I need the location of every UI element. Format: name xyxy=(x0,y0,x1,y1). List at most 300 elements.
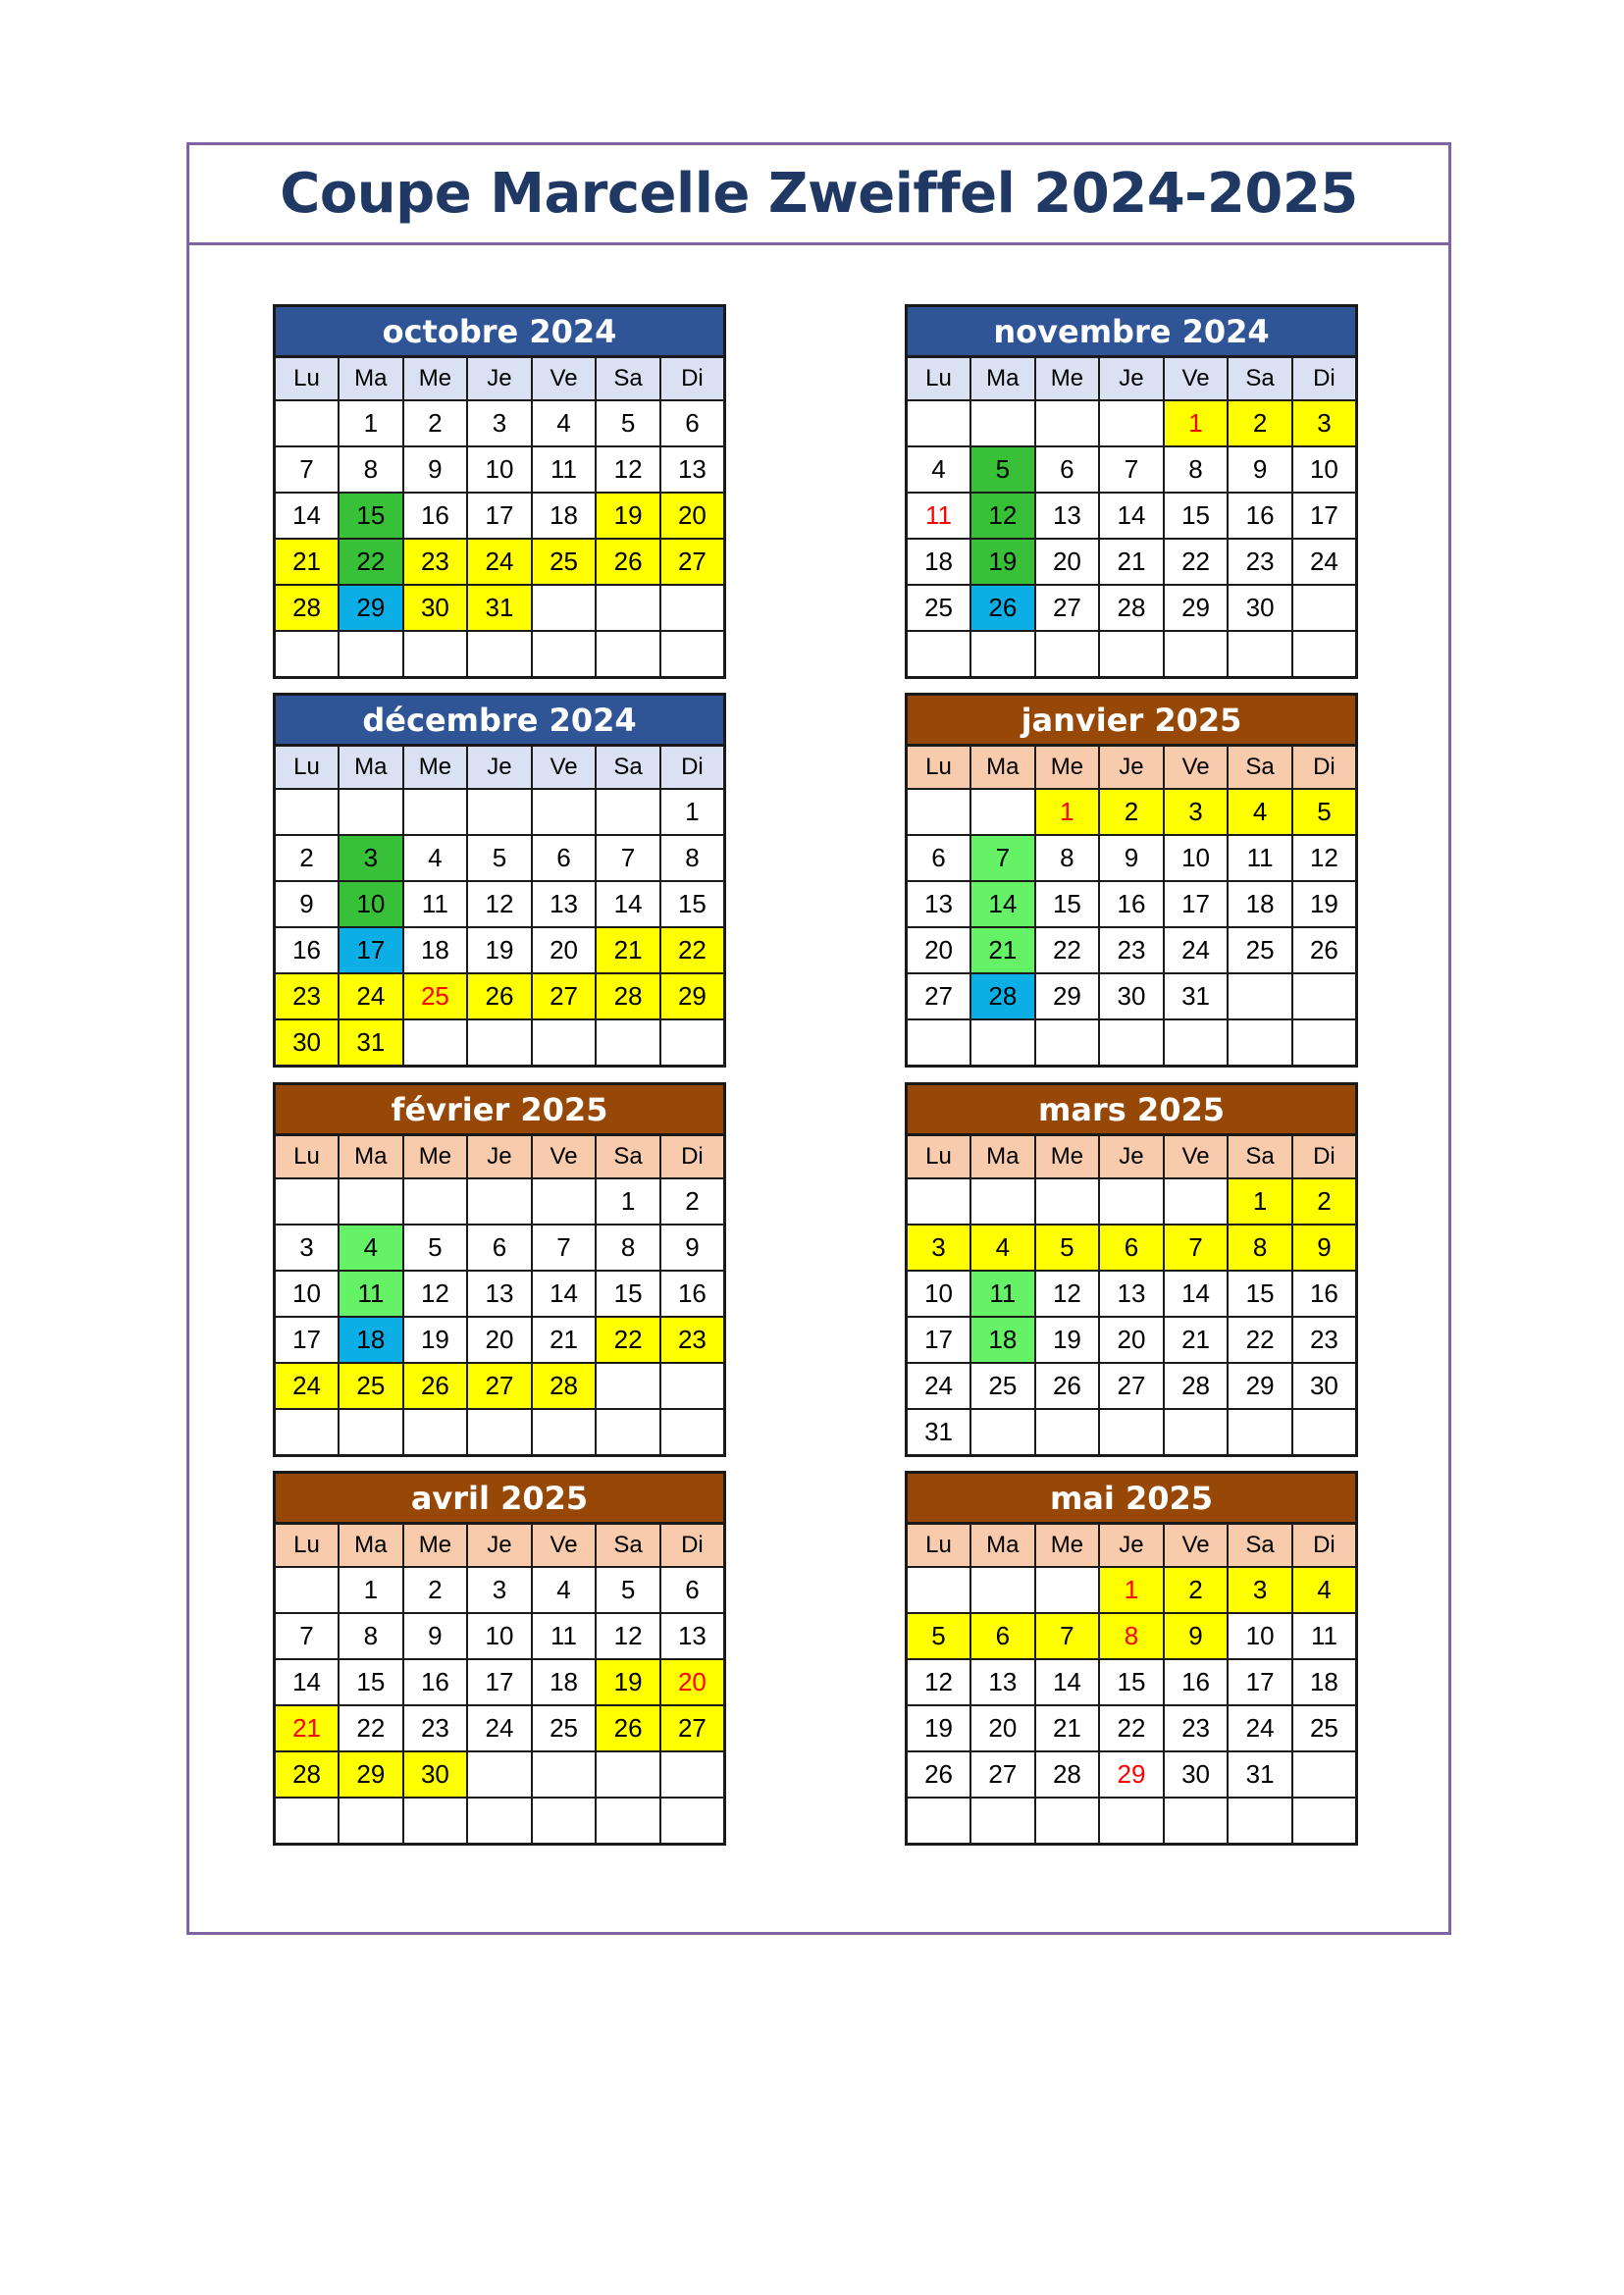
day-cell: 24 xyxy=(1292,539,1357,585)
day-cell: 26 xyxy=(467,973,532,1019)
weekday-label: Ma xyxy=(970,1524,1035,1568)
day-cell: 25 xyxy=(1292,1705,1357,1751)
month-table xyxy=(905,744,1358,1068)
weekday-label: Lu xyxy=(907,357,971,401)
day-cell: 8 xyxy=(596,1225,660,1271)
day-cell: 20 xyxy=(970,1705,1035,1751)
month-table xyxy=(273,1133,726,1457)
day-cell: 22 xyxy=(1164,539,1229,585)
week-row xyxy=(275,1659,725,1705)
day-cell: 24 xyxy=(1164,927,1229,973)
day-cell: 19 xyxy=(596,493,660,539)
empty-cell xyxy=(1292,585,1357,631)
empty-cell xyxy=(660,1798,725,1845)
empty-cell xyxy=(1164,1019,1229,1067)
empty-cell xyxy=(907,1178,971,1225)
day-cell: 3 xyxy=(907,1225,971,1271)
day-cell: 26 xyxy=(403,1363,468,1409)
day-cell: 19 xyxy=(970,539,1035,585)
day-cell: 28 xyxy=(1035,1751,1100,1798)
weekday-label: Je xyxy=(467,746,532,790)
day-cell: 1 xyxy=(1228,1178,1292,1225)
day-cell: 28 xyxy=(970,973,1035,1019)
day-cell: 15 xyxy=(339,493,403,539)
day-cell: 25 xyxy=(532,1705,597,1751)
day-cell: 11 xyxy=(970,1271,1035,1317)
empty-cell xyxy=(660,1751,725,1798)
day-cell: 9 xyxy=(1164,1613,1229,1659)
empty-cell xyxy=(532,1798,597,1845)
weekday-label: Sa xyxy=(596,1135,660,1179)
weekday-label: Ve xyxy=(1164,1524,1229,1568)
day-cell: 31 xyxy=(907,1409,971,1456)
empty-cell xyxy=(1164,1798,1229,1845)
week-row xyxy=(907,446,1357,493)
weekday-label: Je xyxy=(467,1524,532,1568)
day-cell: 28 xyxy=(532,1363,597,1409)
empty-cell xyxy=(907,1567,971,1613)
day-cell: 21 xyxy=(1099,539,1164,585)
empty-cell xyxy=(532,1409,597,1456)
week-row xyxy=(907,973,1357,1019)
day-cell: 22 xyxy=(1099,1705,1164,1751)
month-table xyxy=(273,355,726,679)
day-cell: 4 xyxy=(1228,789,1292,835)
empty-cell xyxy=(970,1019,1035,1067)
day-cell: 16 xyxy=(1164,1659,1229,1705)
day-cell: 14 xyxy=(275,493,340,539)
day-cell: 23 xyxy=(1164,1705,1229,1751)
day-cell: 2 xyxy=(275,835,340,881)
weekday-label: Me xyxy=(403,1524,468,1568)
day-cell: 10 xyxy=(1228,1613,1292,1659)
week-row xyxy=(907,400,1357,446)
empty-cell xyxy=(403,789,468,835)
day-cell: 12 xyxy=(467,881,532,927)
empty-cell xyxy=(970,789,1035,835)
day-cell: 1 xyxy=(339,1567,403,1613)
day-cell: 23 xyxy=(275,973,340,1019)
week-row xyxy=(275,539,725,585)
month-calendar xyxy=(273,693,726,1068)
week-row xyxy=(907,1409,1357,1456)
weekday-label: Me xyxy=(1035,357,1100,401)
day-cell: 29 xyxy=(660,973,725,1019)
day-cell: 1 xyxy=(1164,400,1229,446)
empty-cell xyxy=(1099,1409,1164,1456)
title-bar xyxy=(189,145,1448,245)
empty-cell xyxy=(1228,1798,1292,1845)
week-row xyxy=(275,1409,725,1456)
month-calendar xyxy=(273,304,726,679)
day-cell: 12 xyxy=(596,1613,660,1659)
day-cell: 31 xyxy=(467,585,532,631)
weekday-label: Je xyxy=(1099,1135,1164,1179)
day-cell: 5 xyxy=(970,446,1035,493)
day-cell: 5 xyxy=(1035,1225,1100,1271)
weekday-label: Sa xyxy=(1228,746,1292,790)
weekday-label: Ve xyxy=(532,746,597,790)
week-row xyxy=(907,1178,1357,1225)
day-cell: 1 xyxy=(1035,789,1100,835)
day-cell: 30 xyxy=(275,1019,340,1067)
day-cell: 21 xyxy=(596,927,660,973)
day-cell: 22 xyxy=(1228,1317,1292,1363)
weekday-row xyxy=(275,746,725,790)
empty-cell xyxy=(1228,1019,1292,1067)
empty-cell xyxy=(907,789,971,835)
day-cell: 7 xyxy=(275,446,340,493)
day-cell: 29 xyxy=(1228,1363,1292,1409)
day-cell: 25 xyxy=(339,1363,403,1409)
weekday-label: Je xyxy=(1099,357,1164,401)
empty-cell xyxy=(403,631,468,678)
weekday-row xyxy=(275,1135,725,1179)
day-cell: 5 xyxy=(403,1225,468,1271)
day-cell: 18 xyxy=(532,1659,597,1705)
day-cell: 5 xyxy=(596,400,660,446)
week-row xyxy=(275,1798,725,1845)
day-cell: 9 xyxy=(403,446,468,493)
empty-cell xyxy=(660,631,725,678)
week-row xyxy=(275,789,725,835)
weekday-label: Ve xyxy=(532,1524,597,1568)
day-cell: 15 xyxy=(1228,1271,1292,1317)
weekday-label: Ve xyxy=(532,1135,597,1179)
day-cell: 17 xyxy=(467,493,532,539)
day-cell: 13 xyxy=(970,1659,1035,1705)
day-cell: 1 xyxy=(660,789,725,835)
day-cell: 5 xyxy=(907,1613,971,1659)
empty-cell xyxy=(907,631,971,678)
empty-cell xyxy=(1292,1751,1357,1798)
weekday-label: Lu xyxy=(907,1524,971,1568)
empty-cell xyxy=(1035,1409,1100,1456)
weekday-label: Di xyxy=(1292,357,1357,401)
month-header: février 2025 xyxy=(273,1082,726,1133)
day-cell: 5 xyxy=(467,835,532,881)
week-row xyxy=(275,400,725,446)
day-cell: 30 xyxy=(403,1751,468,1798)
day-cell: 26 xyxy=(1035,1363,1100,1409)
empty-cell xyxy=(532,1019,597,1067)
weekday-label: Di xyxy=(660,357,725,401)
empty-cell xyxy=(1228,1409,1292,1456)
day-cell: 14 xyxy=(1035,1659,1100,1705)
empty-cell xyxy=(1292,1019,1357,1067)
day-cell: 14 xyxy=(596,881,660,927)
day-cell: 26 xyxy=(970,585,1035,631)
day-cell: 28 xyxy=(596,973,660,1019)
day-cell: 25 xyxy=(403,973,468,1019)
day-cell: 6 xyxy=(532,835,597,881)
weekday-row xyxy=(907,1135,1357,1179)
day-cell: 4 xyxy=(403,835,468,881)
empty-cell xyxy=(532,1178,597,1225)
day-cell: 19 xyxy=(403,1317,468,1363)
week-row xyxy=(275,1751,725,1798)
week-row xyxy=(275,1178,725,1225)
weekday-label: Me xyxy=(403,357,468,401)
week-row xyxy=(907,1317,1357,1363)
month-header: mai 2025 xyxy=(905,1471,1358,1522)
empty-cell xyxy=(1099,1178,1164,1225)
empty-cell xyxy=(403,1178,468,1225)
day-cell: 16 xyxy=(403,1659,468,1705)
day-cell: 6 xyxy=(970,1613,1035,1659)
day-cell: 18 xyxy=(1228,881,1292,927)
day-cell: 27 xyxy=(1035,585,1100,631)
day-cell: 4 xyxy=(532,1567,597,1613)
week-row xyxy=(907,1613,1357,1659)
empty-cell xyxy=(1035,631,1100,678)
day-cell: 29 xyxy=(339,585,403,631)
day-cell: 24 xyxy=(907,1363,971,1409)
day-cell: 17 xyxy=(907,1317,971,1363)
day-cell: 26 xyxy=(596,1705,660,1751)
weekday-row xyxy=(275,1524,725,1568)
week-row xyxy=(275,631,725,678)
weekday-label: Sa xyxy=(596,746,660,790)
day-cell: 25 xyxy=(970,1363,1035,1409)
empty-cell xyxy=(970,400,1035,446)
day-cell: 13 xyxy=(532,881,597,927)
day-cell: 3 xyxy=(1292,400,1357,446)
day-cell: 6 xyxy=(660,1567,725,1613)
day-cell: 29 xyxy=(1164,585,1229,631)
empty-cell xyxy=(1164,1178,1229,1225)
day-cell: 22 xyxy=(596,1317,660,1363)
week-row xyxy=(275,493,725,539)
day-cell: 7 xyxy=(596,835,660,881)
day-cell: 10 xyxy=(907,1271,971,1317)
day-cell: 15 xyxy=(1099,1659,1164,1705)
month-calendar xyxy=(905,304,1358,679)
month-calendar xyxy=(905,693,1358,1068)
empty-cell xyxy=(970,1409,1035,1456)
day-cell: 14 xyxy=(1164,1271,1229,1317)
day-cell: 4 xyxy=(339,1225,403,1271)
empty-cell xyxy=(1035,1019,1100,1067)
day-cell: 13 xyxy=(660,1613,725,1659)
day-cell: 8 xyxy=(1164,446,1229,493)
weekday-label: Sa xyxy=(596,357,660,401)
day-cell: 21 xyxy=(1164,1317,1229,1363)
day-cell: 6 xyxy=(660,400,725,446)
day-cell: 12 xyxy=(907,1659,971,1705)
day-cell: 7 xyxy=(1164,1225,1229,1271)
empty-cell xyxy=(532,585,597,631)
week-row xyxy=(275,1271,725,1317)
day-cell: 20 xyxy=(1035,539,1100,585)
day-cell: 8 xyxy=(1228,1225,1292,1271)
day-cell: 16 xyxy=(660,1271,725,1317)
empty-cell xyxy=(403,1409,468,1456)
day-cell: 13 xyxy=(1099,1271,1164,1317)
week-row xyxy=(907,1363,1357,1409)
week-row xyxy=(907,835,1357,881)
day-cell: 11 xyxy=(403,881,468,927)
weekday-label: Ma xyxy=(339,1524,403,1568)
empty-cell xyxy=(532,789,597,835)
day-cell: 15 xyxy=(1164,493,1229,539)
day-cell: 24 xyxy=(467,539,532,585)
day-cell: 25 xyxy=(532,539,597,585)
day-cell: 19 xyxy=(467,927,532,973)
week-row xyxy=(275,1613,725,1659)
empty-cell xyxy=(467,1178,532,1225)
day-cell: 1 xyxy=(339,400,403,446)
month-calendar xyxy=(905,1471,1358,1846)
week-row xyxy=(275,446,725,493)
empty-cell xyxy=(596,585,660,631)
day-cell: 19 xyxy=(1292,881,1357,927)
weekday-label: Ma xyxy=(970,1135,1035,1179)
day-cell: 14 xyxy=(275,1659,340,1705)
day-cell: 14 xyxy=(970,881,1035,927)
day-cell: 9 xyxy=(403,1613,468,1659)
day-cell: 15 xyxy=(596,1271,660,1317)
weekday-label: Me xyxy=(403,746,468,790)
empty-cell xyxy=(1099,631,1164,678)
day-cell: 3 xyxy=(467,1567,532,1613)
day-cell: 8 xyxy=(1035,835,1100,881)
week-row xyxy=(907,1705,1357,1751)
empty-cell xyxy=(532,631,597,678)
day-cell: 16 xyxy=(403,493,468,539)
empty-cell xyxy=(1164,631,1229,678)
day-cell: 10 xyxy=(467,1613,532,1659)
day-cell: 22 xyxy=(660,927,725,973)
day-cell: 17 xyxy=(275,1317,340,1363)
empty-cell xyxy=(970,631,1035,678)
month-table xyxy=(905,355,1358,679)
month-header: novembre 2024 xyxy=(905,304,1358,355)
month-calendar xyxy=(273,1082,726,1457)
weekday-label: Ma xyxy=(339,357,403,401)
weekday-label: Je xyxy=(467,357,532,401)
day-cell: 24 xyxy=(339,973,403,1019)
weekday-row xyxy=(907,357,1357,401)
empty-cell xyxy=(970,1798,1035,1845)
day-cell: 28 xyxy=(275,585,340,631)
month-calendar xyxy=(905,1082,1358,1457)
day-cell: 23 xyxy=(1099,927,1164,973)
day-cell: 9 xyxy=(1228,446,1292,493)
day-cell: 6 xyxy=(1099,1225,1164,1271)
week-row xyxy=(907,1798,1357,1845)
day-cell: 8 xyxy=(339,446,403,493)
day-cell: 6 xyxy=(467,1225,532,1271)
day-cell: 21 xyxy=(970,927,1035,973)
weekday-label: Sa xyxy=(596,1524,660,1568)
empty-cell xyxy=(907,1019,971,1067)
day-cell: 21 xyxy=(1035,1705,1100,1751)
day-cell: 16 xyxy=(1099,881,1164,927)
empty-cell xyxy=(907,1798,971,1845)
weekday-label: Lu xyxy=(907,746,971,790)
empty-cell xyxy=(596,789,660,835)
empty-cell xyxy=(596,1363,660,1409)
empty-cell xyxy=(275,1409,340,1456)
day-cell: 27 xyxy=(970,1751,1035,1798)
empty-cell xyxy=(907,400,971,446)
day-cell: 27 xyxy=(532,973,597,1019)
day-cell: 11 xyxy=(1292,1613,1357,1659)
day-cell: 23 xyxy=(1228,539,1292,585)
day-cell: 11 xyxy=(907,493,971,539)
week-row xyxy=(275,835,725,881)
week-row xyxy=(275,1317,725,1363)
weekday-label: Ma xyxy=(339,1135,403,1179)
day-cell: 2 xyxy=(1164,1567,1229,1613)
empty-cell xyxy=(403,1019,468,1067)
day-cell: 22 xyxy=(1035,927,1100,973)
week-row xyxy=(907,1751,1357,1798)
week-row xyxy=(907,1567,1357,1613)
empty-cell xyxy=(532,1751,597,1798)
day-cell: 21 xyxy=(275,539,340,585)
day-cell: 18 xyxy=(1292,1659,1357,1705)
weekday-label: Me xyxy=(1035,1524,1100,1568)
day-cell: 5 xyxy=(596,1567,660,1613)
day-cell: 11 xyxy=(339,1271,403,1317)
weekday-label: Di xyxy=(660,1524,725,1568)
month-table xyxy=(905,1133,1358,1457)
empty-cell xyxy=(339,1409,403,1456)
empty-cell xyxy=(339,1798,403,1845)
day-cell: 6 xyxy=(907,835,971,881)
day-cell: 27 xyxy=(660,539,725,585)
weekday-label: Lu xyxy=(907,1135,971,1179)
day-cell: 19 xyxy=(1035,1317,1100,1363)
week-row xyxy=(275,881,725,927)
empty-cell xyxy=(1035,400,1100,446)
empty-cell xyxy=(467,1798,532,1845)
day-cell: 18 xyxy=(339,1317,403,1363)
day-cell: 30 xyxy=(1228,585,1292,631)
day-cell: 27 xyxy=(1099,1363,1164,1409)
day-cell: 16 xyxy=(1292,1271,1357,1317)
weekday-label: Me xyxy=(403,1135,468,1179)
weekday-label: Ma xyxy=(970,357,1035,401)
day-cell: 31 xyxy=(1228,1751,1292,1798)
day-cell: 27 xyxy=(660,1705,725,1751)
day-cell: 16 xyxy=(1228,493,1292,539)
empty-cell xyxy=(660,1019,725,1067)
weekday-label: Ve xyxy=(1164,357,1229,401)
day-cell: 20 xyxy=(660,493,725,539)
week-row xyxy=(275,1363,725,1409)
weekday-label: Di xyxy=(1292,746,1357,790)
day-cell: 17 xyxy=(467,1659,532,1705)
weekday-label: Me xyxy=(1035,1135,1100,1179)
day-cell: 24 xyxy=(275,1363,340,1409)
week-row xyxy=(907,881,1357,927)
weekday-label: Ve xyxy=(1164,1135,1229,1179)
day-cell: 3 xyxy=(275,1225,340,1271)
weekday-row xyxy=(907,746,1357,790)
day-cell: 30 xyxy=(1292,1363,1357,1409)
empty-cell xyxy=(275,1567,340,1613)
day-cell: 17 xyxy=(339,927,403,973)
day-cell: 4 xyxy=(1292,1567,1357,1613)
day-cell: 31 xyxy=(1164,973,1229,1019)
week-row xyxy=(907,1225,1357,1271)
day-cell: 15 xyxy=(660,881,725,927)
weekday-label: Sa xyxy=(1228,1524,1292,1568)
empty-cell xyxy=(467,631,532,678)
